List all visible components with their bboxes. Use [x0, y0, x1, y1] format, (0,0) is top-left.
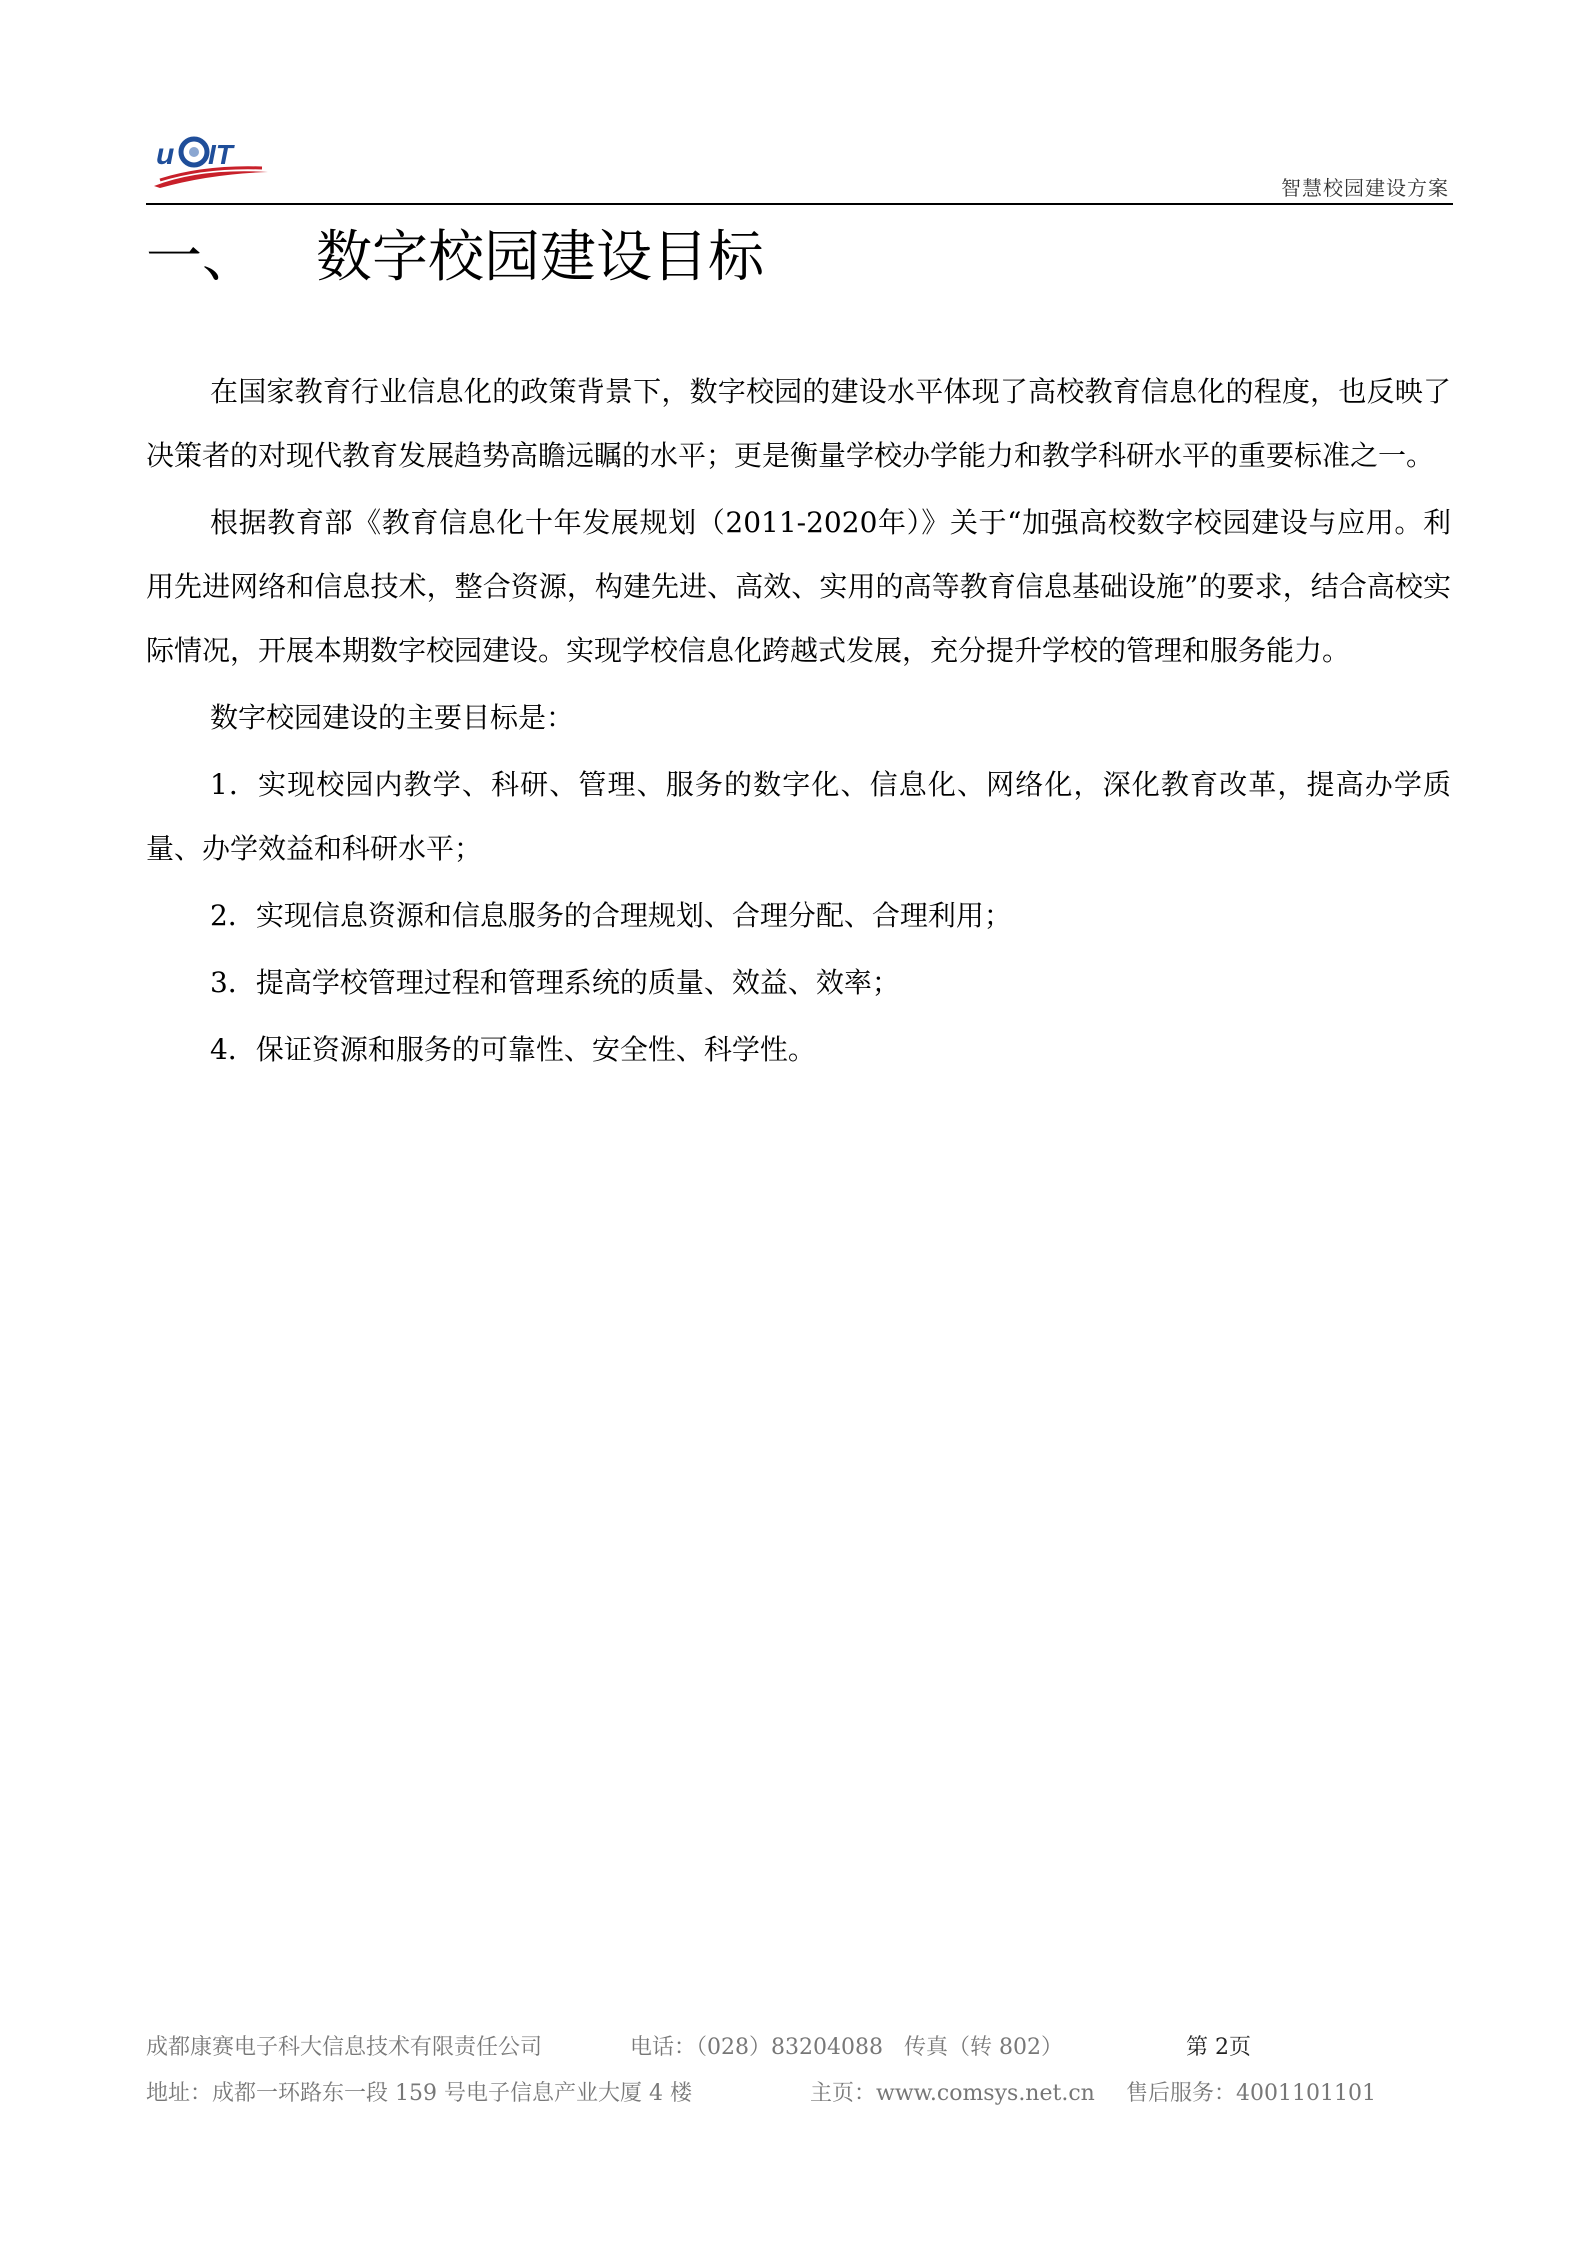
page-number: 第 2页	[1186, 2035, 1251, 2060]
section-title: 数字校园建设目标	[316, 225, 764, 290]
goal-item-1: 1．实现校园内教学、科研、管理、服务的数字化、信息化、网络化，深化教育改革，提高办学质量、办学效益和科研水平；	[146, 768, 1451, 865]
svg-text:u: u	[156, 138, 175, 171]
goal-item-3: 3．提高学校管理过程和管理系统的质量、效益、效率；	[210, 966, 900, 999]
paragraph-goals-lead: 数字校园建设的主要目标是：	[210, 701, 575, 734]
svg-text:IT: IT	[208, 139, 233, 170]
footer-fax: 传真（转 802）	[904, 2035, 1063, 2060]
goal-item-2: 2．实现信息资源和信息服务的合理规划、合理分配、合理利用；	[210, 899, 1012, 932]
paragraph-intro: 在国家教育行业信息化的政策背景下，数字校园的建设水平体现了高校教育信息化的程度，也反映了决策者的对现代教育发展趋势高瞻远瞩的水平；更是衡量学校办学能力和教学科研水平的重要标准之一。	[146, 375, 1451, 472]
footer-phone: 电话：（028）83204088	[630, 2035, 883, 2060]
header-divider	[146, 203, 1453, 205]
footer-address: 地址：成都一环路东一段 159 号电子信息产业大厦 4 楼	[146, 2081, 692, 2106]
footer-service: 售后服务：4001101101	[1126, 2081, 1376, 2106]
footer-homepage: 主页：www.comsys.net.cn	[810, 2081, 1095, 2106]
footer-company: 成都康赛电子科大信息技术有限责任公司	[146, 2035, 543, 2060]
section-heading	[146, 218, 764, 298]
company-logo-icon	[150, 128, 270, 188]
header-title: 智慧校园建设方案	[1281, 176, 1449, 200]
body-text	[146, 360, 1451, 1085]
section-number: 一、	[146, 225, 258, 290]
company-logo	[150, 128, 270, 188]
paragraph-policy: 根据教育部《教育信息化十年发展规划（2011-2020年）》关于“加强高校数字校园建设与应用。利用先进网络和信息技术，整合资源，构建先进、高效、实用的高等教育信息基础设施”的要求，结合高校实际情况，开展本期数字校园建设。实现学校信息化跨越式发展，充分提升学校的管理和服务能力。	[146, 506, 1451, 667]
goal-item-4: 4．保证资源和服务的可靠性、安全性、科学性。	[210, 1033, 816, 1066]
